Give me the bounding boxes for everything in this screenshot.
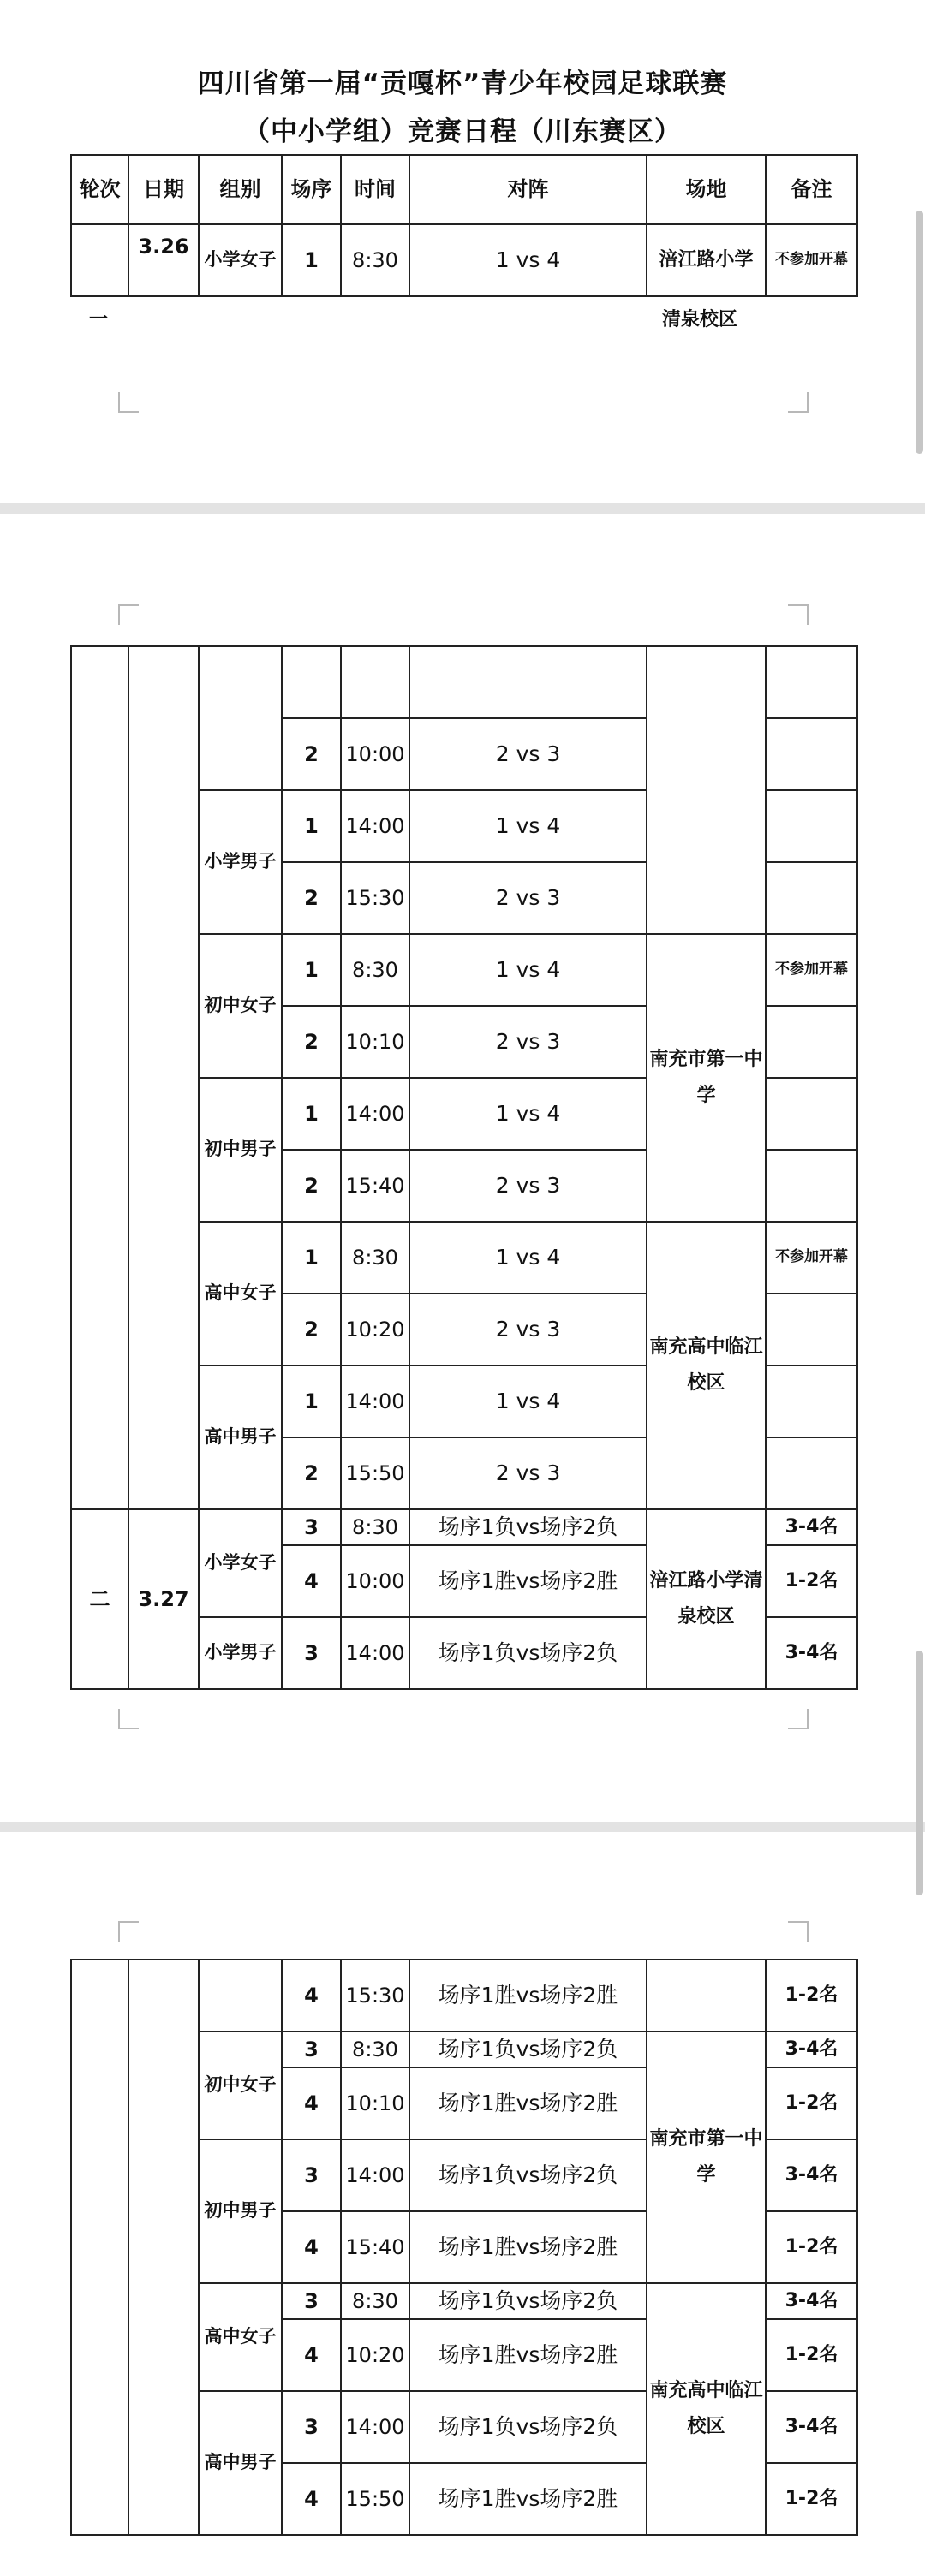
- seq-cell: 4: [282, 1545, 341, 1617]
- seq-cell: 4: [282, 1960, 341, 2032]
- group-cell: [199, 1960, 282, 2032]
- note-cell: [766, 1294, 857, 1365]
- note-cell: 3-4名: [766, 1509, 857, 1545]
- seq-cell: 2: [282, 1150, 341, 1222]
- match-cell: 场序1胜vs场序2胜: [409, 2067, 647, 2139]
- note-cell: [766, 790, 857, 862]
- page-separator: [0, 503, 925, 514]
- header-match: 对阵: [409, 155, 647, 224]
- scrollbar-thumb[interactable]: [916, 211, 923, 454]
- note-cell: 1-2名: [766, 2211, 857, 2283]
- group-cell: 小学女子: [199, 1509, 282, 1617]
- time-cell: 8:30: [341, 1222, 409, 1294]
- time-cell: 15:50: [341, 1437, 409, 1509]
- margin-mark: [118, 1709, 139, 1729]
- header-row: [71, 155, 857, 224]
- time-cell: 15:30: [341, 1960, 409, 2032]
- header-group: 组别: [199, 155, 282, 224]
- seq-cell: 2: [282, 862, 341, 934]
- match-cell: 2 vs 3: [409, 1437, 647, 1509]
- margin-mark: [118, 1921, 139, 1942]
- round-cell: [71, 646, 128, 1509]
- match-cell: 场序1胜vs场序2胜: [409, 2319, 647, 2391]
- time-cell: 10:10: [341, 2067, 409, 2139]
- table-row: [71, 1509, 857, 1545]
- note-cell: 不参加开幕: [766, 1222, 857, 1294]
- seq-cell: 4: [282, 2319, 341, 2391]
- round-cell: 二: [71, 1509, 128, 1689]
- time-cell: 15:40: [341, 1150, 409, 1222]
- seq-cell: 1: [282, 934, 341, 1006]
- match-cell: 1 vs 4: [409, 790, 647, 862]
- round-cell: [71, 1960, 128, 2535]
- match-cell: 场序1胜vs场序2胜: [409, 1960, 647, 2032]
- seq-cell: 4: [282, 2463, 341, 2535]
- venue-cell: 南充市第一中学: [647, 2032, 766, 2283]
- venue-continuation: 清泉校区: [662, 309, 738, 330]
- time-cell: 8:30: [341, 1509, 409, 1545]
- seq-cell: 2: [282, 1294, 341, 1365]
- page-3: [0, 1832, 925, 2576]
- header-seq: 场序: [282, 155, 341, 224]
- margin-mark: [118, 604, 139, 625]
- seq-cell: 2: [282, 718, 341, 790]
- seq-cell: 4: [282, 2211, 341, 2283]
- match-cell: 2 vs 3: [409, 1006, 647, 1078]
- group-cell: 初中女子: [199, 2032, 282, 2139]
- venue-cell: 涪江路小学清泉校区: [647, 1509, 766, 1689]
- margin-mark: [788, 604, 809, 625]
- time-cell: 14:00: [341, 2139, 409, 2211]
- time-cell: 14:00: [341, 790, 409, 862]
- time-cell: 15:40: [341, 2211, 409, 2283]
- time-cell: 14:00: [341, 1617, 409, 1689]
- note-cell: 1-2名: [766, 2319, 857, 2391]
- header-note: 备注: [766, 155, 857, 224]
- table-row: [71, 646, 857, 718]
- note-cell: [766, 718, 857, 790]
- document-subtitle: （中小学组）竞赛日程（川东赛区）: [243, 116, 682, 147]
- seq-cell: 2: [282, 1437, 341, 1509]
- match-cell: 场序1负vs场序2负: [409, 2391, 647, 2463]
- seq-cell: [282, 646, 341, 718]
- match-cell: 1 vs 4: [409, 1222, 647, 1294]
- round-label: 一: [89, 309, 109, 330]
- note-cell: 3-4名: [766, 2391, 857, 2463]
- margin-mark: [788, 392, 809, 413]
- seq-cell: 3: [282, 1617, 341, 1689]
- group-cell: 小学男子: [199, 790, 282, 934]
- time-cell: 15:50: [341, 2463, 409, 2535]
- time-cell: 10:00: [341, 718, 409, 790]
- time-cell: 8:30: [341, 2032, 409, 2067]
- match-cell: 1 vs 4: [409, 224, 647, 296]
- seq-cell: 3: [282, 1509, 341, 1545]
- note-cell: [766, 1437, 857, 1509]
- group-cell: 初中男子: [199, 1078, 282, 1222]
- note-cell: 不参加开幕: [766, 224, 857, 296]
- time-cell: 10:10: [341, 1006, 409, 1078]
- seq-cell: 1: [282, 1078, 341, 1150]
- seq-cell: 1: [282, 1222, 341, 1294]
- time-cell: 8:30: [341, 934, 409, 1006]
- note-cell: 3-4名: [766, 1617, 857, 1689]
- match-cell: 2 vs 3: [409, 1294, 647, 1365]
- date-cell: [128, 646, 199, 1509]
- document-title: 四川省第一届“贡嘎杯”青少年校园足球联赛: [197, 68, 728, 99]
- table-row: [71, 224, 857, 296]
- seq-cell: 2: [282, 1006, 341, 1078]
- group-cell: 小学男子: [199, 1617, 282, 1689]
- time-cell: 8:30: [341, 224, 409, 296]
- header-round: 轮次: [71, 155, 128, 224]
- time-cell: 10:20: [341, 2319, 409, 2391]
- time-cell: 14:00: [341, 1365, 409, 1437]
- seq-cell: 3: [282, 2032, 341, 2067]
- time-cell: 14:00: [341, 1078, 409, 1150]
- group-cell: 高中男子: [199, 1365, 282, 1509]
- seq-cell: 1: [282, 790, 341, 862]
- match-cell: 1 vs 4: [409, 1078, 647, 1150]
- note-cell: [766, 862, 857, 934]
- time-cell: 14:00: [341, 2391, 409, 2463]
- schedule-table-1: [70, 154, 858, 297]
- group-cell: 小学女子: [199, 224, 282, 296]
- margin-mark: [788, 1709, 809, 1729]
- venue-cell: 涪江路小学: [647, 224, 766, 296]
- margin-mark: [788, 1921, 809, 1942]
- seq-cell: 1: [282, 1365, 341, 1437]
- page-separator: [0, 1822, 925, 1832]
- group-cell: 高中女子: [199, 1222, 282, 1365]
- match-cell: 场序1负vs场序2负: [409, 1509, 647, 1545]
- note-cell: [766, 1365, 857, 1437]
- note-cell: 3-4名: [766, 2283, 857, 2319]
- seq-cell: 3: [282, 2139, 341, 2211]
- match-cell: 2 vs 3: [409, 718, 647, 790]
- note-cell: [766, 1150, 857, 1222]
- time-cell: 10:00: [341, 1545, 409, 1617]
- note-cell: 3-4名: [766, 2032, 857, 2067]
- venue-cell: [647, 646, 766, 934]
- match-cell: 场序1胜vs场序2胜: [409, 2211, 647, 2283]
- match-cell: 场序1胜vs场序2胜: [409, 1545, 647, 1617]
- date-cell: 3.26: [128, 224, 199, 296]
- page-2: [0, 514, 925, 1822]
- seq-cell: 3: [282, 2283, 341, 2319]
- match-cell: 场序1胜vs场序2胜: [409, 2463, 647, 2535]
- group-cell: [199, 646, 282, 790]
- seq-cell: 1: [282, 224, 341, 296]
- note-cell: [766, 1006, 857, 1078]
- match-cell: 1 vs 4: [409, 1365, 647, 1437]
- match-cell: 场序1负vs场序2负: [409, 2139, 647, 2211]
- date-cell: 3.27: [128, 1509, 199, 1689]
- note-cell: 1-2名: [766, 2067, 857, 2139]
- note-cell: 1-2名: [766, 2463, 857, 2535]
- note-cell: 1-2名: [766, 1545, 857, 1617]
- header-date: 日期: [128, 155, 199, 224]
- time-cell: 8:30: [341, 2283, 409, 2319]
- group-cell: 初中女子: [199, 934, 282, 1078]
- match-cell: 场序1负vs场序2负: [409, 2283, 647, 2319]
- match-cell: 场序1负vs场序2负: [409, 1617, 647, 1689]
- group-cell: 高中男子: [199, 2391, 282, 2535]
- date-cell: [128, 1960, 199, 2535]
- match-cell: [409, 646, 647, 718]
- header-venue: 场地: [647, 155, 766, 224]
- schedule-table-3: [70, 1959, 858, 2536]
- header-time: 时间: [341, 155, 409, 224]
- group-cell: 高中女子: [199, 2283, 282, 2391]
- page-1: [0, 0, 925, 503]
- venue-cell: 南充高中临江校区: [647, 2283, 766, 2535]
- match-cell: 2 vs 3: [409, 862, 647, 934]
- schedule-table-2: [70, 645, 858, 1690]
- note-cell: [766, 646, 857, 718]
- venue-cell: [647, 1960, 766, 2032]
- note-cell: 不参加开幕: [766, 934, 857, 1006]
- margin-mark: [118, 392, 139, 413]
- time-cell: [341, 646, 409, 718]
- seq-cell: 3: [282, 2391, 341, 2463]
- time-cell: 15:30: [341, 862, 409, 934]
- table-row: [71, 1960, 857, 2032]
- round-cell: [71, 224, 128, 296]
- note-cell: 1-2名: [766, 1960, 857, 2032]
- scrollbar-thumb[interactable]: [916, 1651, 923, 1895]
- venue-cell: 南充高中临江校区: [647, 1222, 766, 1509]
- note-cell: 3-4名: [766, 2139, 857, 2211]
- note-cell: [766, 1078, 857, 1150]
- group-cell: 初中男子: [199, 2139, 282, 2283]
- match-cell: 1 vs 4: [409, 934, 647, 1006]
- seq-cell: 4: [282, 2067, 341, 2139]
- time-cell: 10:20: [341, 1294, 409, 1365]
- venue-cell: 南充市第一中学: [647, 934, 766, 1222]
- match-cell: 场序1负vs场序2负: [409, 2032, 647, 2067]
- match-cell: 2 vs 3: [409, 1150, 647, 1222]
